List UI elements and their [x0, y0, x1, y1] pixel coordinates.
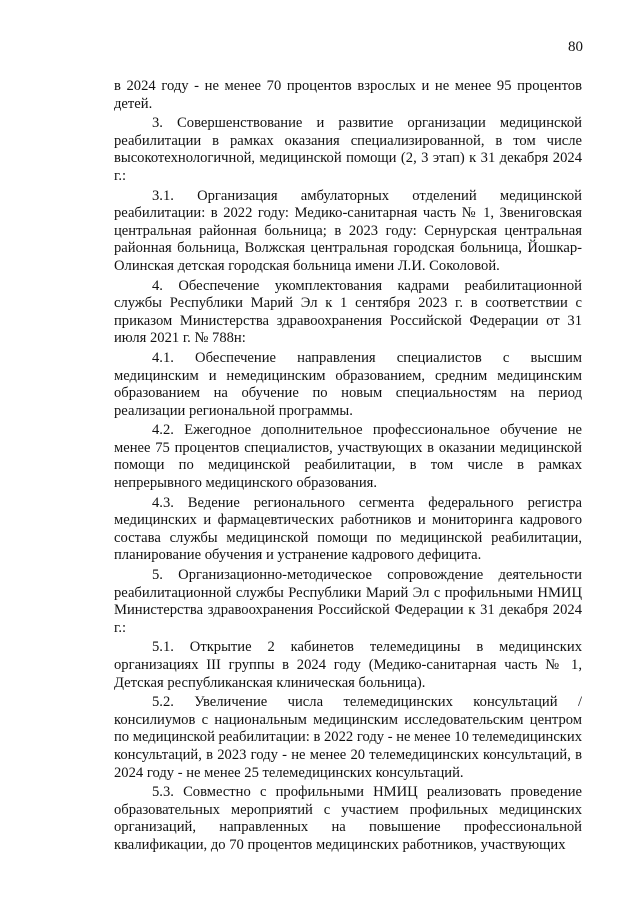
- paragraph: 5.2. Увеличение числа телемедицинских консультаций / консилиумов с национальным медицинским исследовательским центром по медицинской реабилитации: в 2022 году - не менее 10 телемедицинских консультаций, в 2023 году - не менее 20 телемедицинских консультаций, в 2024 году - не менее 25 телемедицинских консультаций.: [114, 694, 582, 781]
- paragraph: 5.1. Открытие 2 кабинетов телемедицины в медицинских организациях III группы в 2024 году (Медико-санитарная часть № 1, Детская республиканская клиническая больница).: [114, 639, 582, 691]
- paragraph: 4.2. Ежегодное дополнительное профессиональное обучение не менее 75 процентов специалистов, участвующих в оказании медицинской помощи по медицинской реабилитации, в том числе в рамках непрерывного медицинского образования.: [114, 422, 582, 492]
- paragraph: 4. Обеспечение укомплектования кадрами реабилитационной службы Республики Марий Эл к 1 сентября 2023 г. в соответствии с приказом Министерства здравоохранения Российской Федерации от 31 июля 2021 г. № 788н:: [114, 277, 582, 347]
- paragraph: 3. Совершенствование и развитие организации медицинской реабилитации в рамках оказания специализированной, в том числе высокотехнологичной, медицинской помощи (2, 3 этап) к 31 декабря 2024 г.:: [114, 115, 582, 184]
- paragraph: 5. Организационно-методическое сопровождение деятельности реабилитационной службы Республики Марий Эл с профильными НМИЦ Министерства здравоохранения Российской Федерации к 31 декабря 2024 г.:: [114, 567, 582, 636]
- document-body: [114, 78, 582, 857]
- paragraph: 3.1. Организация амбулаторных отделений медицинской реабилитации: в 2022 году: Медико-санитарная часть № 1, Звениговская центральная районная больница; в 2023 году: Сернурская центральная районная больница, Волжская центральная городская больница, Йошкар-Олинская детская городская больница имени Л.И. Соколовой.: [114, 187, 582, 274]
- paragraph: в 2024 году - не менее 70 процентов взрослых и не менее 95 процентов детей.: [114, 78, 582, 112]
- paragraph: 4.3. Ведение регионального сегмента федерального регистра медицинских и фармацевтических работников и мониторинга кадрового состава службы медицинской помощи по медицинской реабилитации, планирование обучения и устранение кадрового дефицита.: [114, 494, 582, 564]
- paragraph: 4.1. Обеспечение направления специалистов с высшим медицинским и немедицинским образованием, средним медицинским образованием на обучение по новым специальностям на период реализации региональной программы.: [114, 349, 582, 419]
- page-number: 80: [568, 39, 583, 55]
- paragraph: 5.3. Совместно с профильными НМИЦ реализовать проведение образовательных мероприятий с участием профильных медицинских организаций, направленных на повышение профессиональной квалификации, до 70 процентов медицинских работников, участвующих: [114, 784, 582, 853]
